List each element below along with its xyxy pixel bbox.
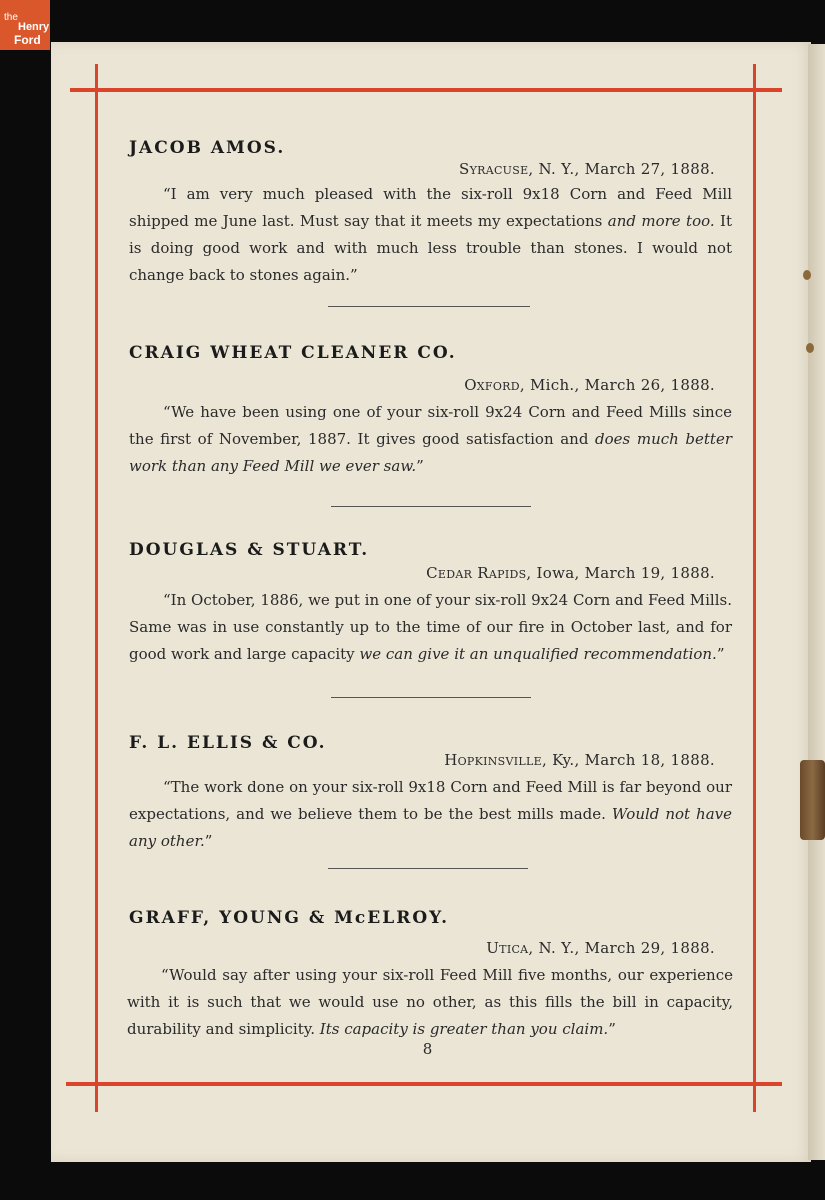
entry-name: DOUGLAS & STUART. <box>129 540 370 560</box>
entry-name: GRAFF, YOUNG & McELROY. <box>129 908 449 928</box>
place-date: , N. Y., March 27, 1888. <box>528 160 715 178</box>
quote-italic: Would not have any other. <box>129 805 732 850</box>
entry-quote <box>129 587 732 668</box>
quote-text: “Would say after using your six-roll Feed Mill five months, our experience with it is such that we would use no other, as this fills the bill in capacity, durability and simplicity. <box>127 966 733 1038</box>
quote-text: “The work done on your six-roll 9x18 Corn and Feed Mill is far beyond our expectations, and we believe them to be the best mills made. <box>129 778 732 823</box>
place-date: , Ky., March 18, 1888. <box>541 751 715 769</box>
place-city: Hopkinsville <box>444 751 542 769</box>
quote-italic: does much better work than any Feed Mill we ever saw. <box>129 430 732 475</box>
entry-quote <box>129 399 732 480</box>
border-left <box>95 64 98 1112</box>
quote-italic: we can give it an unqualified recommendation. <box>359 645 717 663</box>
entry-place <box>486 939 715 957</box>
entry-name: JACOB AMOS. <box>129 138 286 158</box>
logo-ford: Ford <box>14 33 41 47</box>
quote-text-end: ” <box>716 645 725 663</box>
entry-name: F. L. ELLIS & CO. <box>129 733 327 753</box>
separator <box>331 506 531 507</box>
henry-ford-logo <box>0 0 50 50</box>
entry-place <box>464 376 715 394</box>
page-number: 8 <box>422 1040 433 1058</box>
place-date: , Iowa, March 19, 1888. <box>526 564 715 582</box>
separator <box>328 306 530 307</box>
quote-italic: Its capacity is greater than you claim. <box>319 1020 609 1038</box>
binding-hole <box>806 343 814 353</box>
quote-text-end: ” <box>416 457 424 475</box>
quote-text-end: ” <box>608 1020 616 1038</box>
entry-place <box>444 751 715 769</box>
border-bottom <box>66 1082 782 1086</box>
entry-quote <box>127 962 733 1043</box>
binding-hole <box>803 270 811 280</box>
logo-henry: Henry <box>18 21 50 33</box>
quote-italic: and more too. <box>607 212 715 230</box>
entry-place <box>426 564 715 582</box>
quote-text: “We have been using one of your six-roll 9x24 Corn and Feed Mills since the first of November, 1887. It gives good satisfaction and <box>129 403 732 448</box>
border-right <box>753 64 756 1112</box>
quote-text: “In October, 1886, we put in one of your six-roll 9x24 Corn and Feed Mills. Same was in use constantly up to the time of our fire in October last, and for good work and large capacity <box>129 591 732 663</box>
next-page-edge <box>808 44 825 1160</box>
separator <box>328 868 528 869</box>
separator <box>331 697 531 698</box>
place-date: , N. Y., March 29, 1888. <box>528 939 715 957</box>
place-city: Utica <box>486 939 529 957</box>
quote-text-end: It is doing good work and with much less trouble than stones. I would not change back to stones again.” <box>129 212 732 284</box>
place-city: Cedar Rapids <box>426 564 527 582</box>
entry-quote <box>129 774 732 855</box>
logo-the: the <box>4 12 18 23</box>
entry-quote <box>129 181 732 289</box>
place-city: Oxford <box>464 376 520 394</box>
entry-name: CRAIG WHEAT CLEANER CO. <box>129 343 457 363</box>
place-city: Syracuse <box>459 160 529 178</box>
place-date: , Mich., March 26, 1888. <box>519 376 715 394</box>
quote-text: “I am very much pleased with the six-roll 9x18 Corn and Feed Mill shipped me June last. Must say that it meets my expectations <box>129 185 732 230</box>
quote-text-end: ” <box>204 832 213 850</box>
border-top <box>70 88 782 92</box>
entry-place <box>459 160 715 178</box>
binding-damage <box>800 760 825 840</box>
